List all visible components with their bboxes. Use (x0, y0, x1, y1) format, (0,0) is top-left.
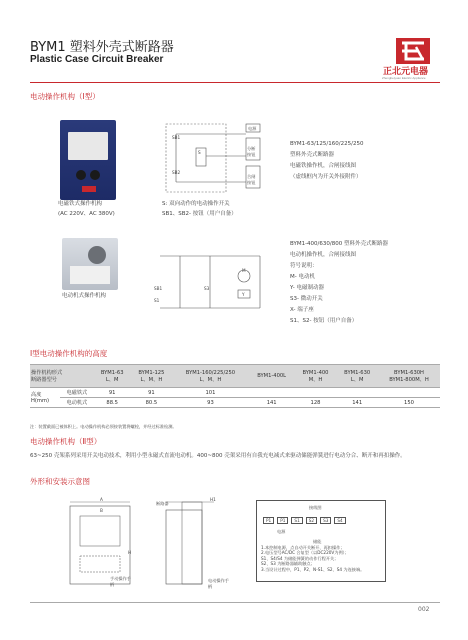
table-cell: 141 (249, 398, 295, 408)
terminal-strip (263, 517, 346, 524)
table-cell: 93 (172, 398, 248, 408)
brand-name-en: Zhengbeiyuan Electric Appliance (382, 76, 426, 80)
wiring-note: 1.本控制电源，点自动开关断开、再扣操作； (261, 545, 345, 550)
table-cell: 101 (172, 388, 248, 398)
table-cell (249, 388, 295, 398)
desc2-line-1: BYM1-400/630/800 塑料外壳式断路器 (290, 241, 389, 247)
wiring-note: S1、S4/S4 为储能弹簧的动作行程开关； (261, 555, 339, 561)
table-col-header: BYM1-63 L、M (94, 365, 131, 388)
table-row (30, 388, 440, 398)
terminal-s3: S3 (320, 517, 331, 524)
desc1-line-3: 电磁铁操作机，合闸接线图 (290, 163, 357, 169)
desc2-line-8: S1、S2- 按钮（用户自备） (290, 318, 358, 324)
height-table (30, 364, 440, 408)
brand-logo-icon (396, 38, 430, 64)
header-divider (30, 82, 440, 83)
table-cell (378, 388, 440, 398)
desc2-line-2: 电动机操作机，合闸接线图 (290, 252, 357, 258)
power-label: 电源 (277, 529, 286, 534)
diagram2-label-sb1: SB1 (154, 286, 163, 291)
diagram1-label-s: S (198, 150, 201, 155)
table-cell (295, 388, 337, 398)
diagram2-label-m: M (242, 268, 246, 273)
wiring-diagram-2 (150, 246, 280, 318)
wiring-diagram-1 (162, 118, 282, 198)
terminal-p1: P1 (263, 517, 274, 524)
table-header-row (30, 365, 440, 388)
diagram1-note-2: SB1、SB2- 按钮（用户自备） (162, 211, 237, 217)
table-col-header: BYM1-160/225/250 L、M、H (172, 365, 248, 388)
table-header-label: 操作机构形式 断路器型号 (30, 365, 94, 388)
photo1-caption-2: (AC 220V、AC 380V) (58, 211, 115, 217)
diagram1-label-sb2: SB2 (172, 170, 181, 175)
table-cell: 91 (94, 388, 131, 398)
wiring-note: S2、S3 为断路器辅助触点； (261, 561, 315, 567)
desc1-line-4: （虚线框内为开关外接附件） (290, 174, 362, 180)
desc1-line-1: BYM1-63/125/160/225/250 (290, 141, 364, 147)
terminal-p1b: P1 (277, 517, 288, 524)
diagram2-label-s1: S1 (154, 298, 160, 303)
dim-label-b: B (100, 508, 103, 513)
diagram1-label-open: 分断按钮 (247, 146, 256, 157)
diagram1-label-close: 合闸按钮 (247, 174, 256, 185)
outline-drawing (66, 498, 266, 590)
wiring-note: 2.电压型号AC/DC 合复型（以DC220V为例）； (261, 550, 349, 556)
motor-handle-label: 电动操作手柄 (208, 578, 229, 589)
desc2-line-7: X- 端子座 (290, 307, 314, 313)
table-col-header: BYM1-400 M、H (295, 365, 337, 388)
dim-label-h1: H1 (210, 497, 216, 502)
terminal-s2: S2 (306, 517, 317, 524)
charge-label: 储能 (313, 539, 322, 544)
section-heading-dimensions: 外形和安装示意图 (30, 477, 90, 486)
wiring-title: 接线图 (309, 505, 322, 510)
terminal-s4: S4 (334, 517, 345, 524)
section-heading-height: Ⅰ型电动操作机构的高度 (30, 349, 108, 358)
table-cell: 88.5 (94, 398, 131, 408)
desc2-line-3: 符号说明： (290, 263, 318, 269)
diagram1-label-power: 电源 (248, 126, 257, 131)
manual-handle-label: 手动操作手柄 (110, 576, 131, 587)
wiring-note: 3.当设计过程中，P1、P2、N-S1、S2、S4 为连接端。 (261, 566, 365, 572)
breaker-label: 断路器 (156, 501, 169, 506)
desc2-line-5: Y- 电磁制动器 (290, 285, 324, 291)
dim-label-h: H (128, 550, 132, 555)
brand-name: 正北元电器 (383, 67, 429, 77)
table-cell: 91 (131, 388, 173, 398)
type2-description: 63~250 壳架系列采用开关电动技术，利用小型永磁式直流电动机。400~800 壳架采用有自我充电减式来驱动储能弹簧进行电动分合、断开和再扣操作。 (30, 453, 406, 459)
section-heading-type1: 电动操作机构（Ⅰ型） (30, 92, 100, 101)
electromagnet-operator-photo (60, 120, 116, 200)
table-note: 注：装置截面已被体积上。电动操作机构必须按装置将螺栓，并经过标准检测。 (30, 424, 177, 429)
desc2-line-6: S3- 微动开关 (290, 296, 323, 302)
diagram2-label-s3: S3 (204, 286, 210, 291)
table-cell (336, 388, 378, 398)
page-number: 002 (418, 606, 430, 613)
table-row-type: 电动机式 (60, 398, 94, 408)
footer-divider (30, 602, 440, 603)
table-col-header: BYM1-630H BYM1-800M、H (378, 365, 440, 388)
wiring-box (256, 500, 386, 582)
table-cell: 128 (295, 398, 337, 408)
desc1-line-2: 塑料外壳式断路器 (290, 152, 335, 158)
dim-label-a: A (100, 497, 103, 502)
page-subtitle: Plastic Case Circuit Breaker (30, 54, 164, 65)
motor-operator-photo (62, 238, 118, 290)
diagram2-label-y: Y (242, 292, 245, 297)
diagram1-label-sb1: SB1 (172, 135, 181, 140)
table-col-header: BYM1-125 L、M、H (131, 365, 173, 388)
diagram1-note-1: S: 双向动作的电动操作开关 (162, 201, 230, 207)
table-cell: 80.5 (131, 398, 173, 408)
table-col-header: BYM1-400L (249, 365, 295, 388)
table-cell: 141 (336, 398, 378, 408)
desc2-line-4: M- 电动机 (290, 274, 315, 280)
page-title: BYM1 塑料外壳式断路器 (30, 40, 174, 55)
table-row-label: 高度 H(mm) (30, 388, 60, 408)
table-row-type: 电磁铁式 (60, 388, 94, 398)
table-col-header: BYM1-630 L、M (336, 365, 378, 388)
section-heading-type2: 电动操作机构（Ⅱ型） (30, 437, 102, 446)
wiring-notes (261, 545, 381, 572)
table-cell: 150 (378, 398, 440, 408)
table-row (30, 398, 440, 408)
terminal-s1: S1 (291, 517, 302, 524)
photo1-caption-1: 电磁铁式操作机构 (58, 201, 103, 207)
photo2-caption: 电动机式操作机构 (62, 293, 107, 299)
